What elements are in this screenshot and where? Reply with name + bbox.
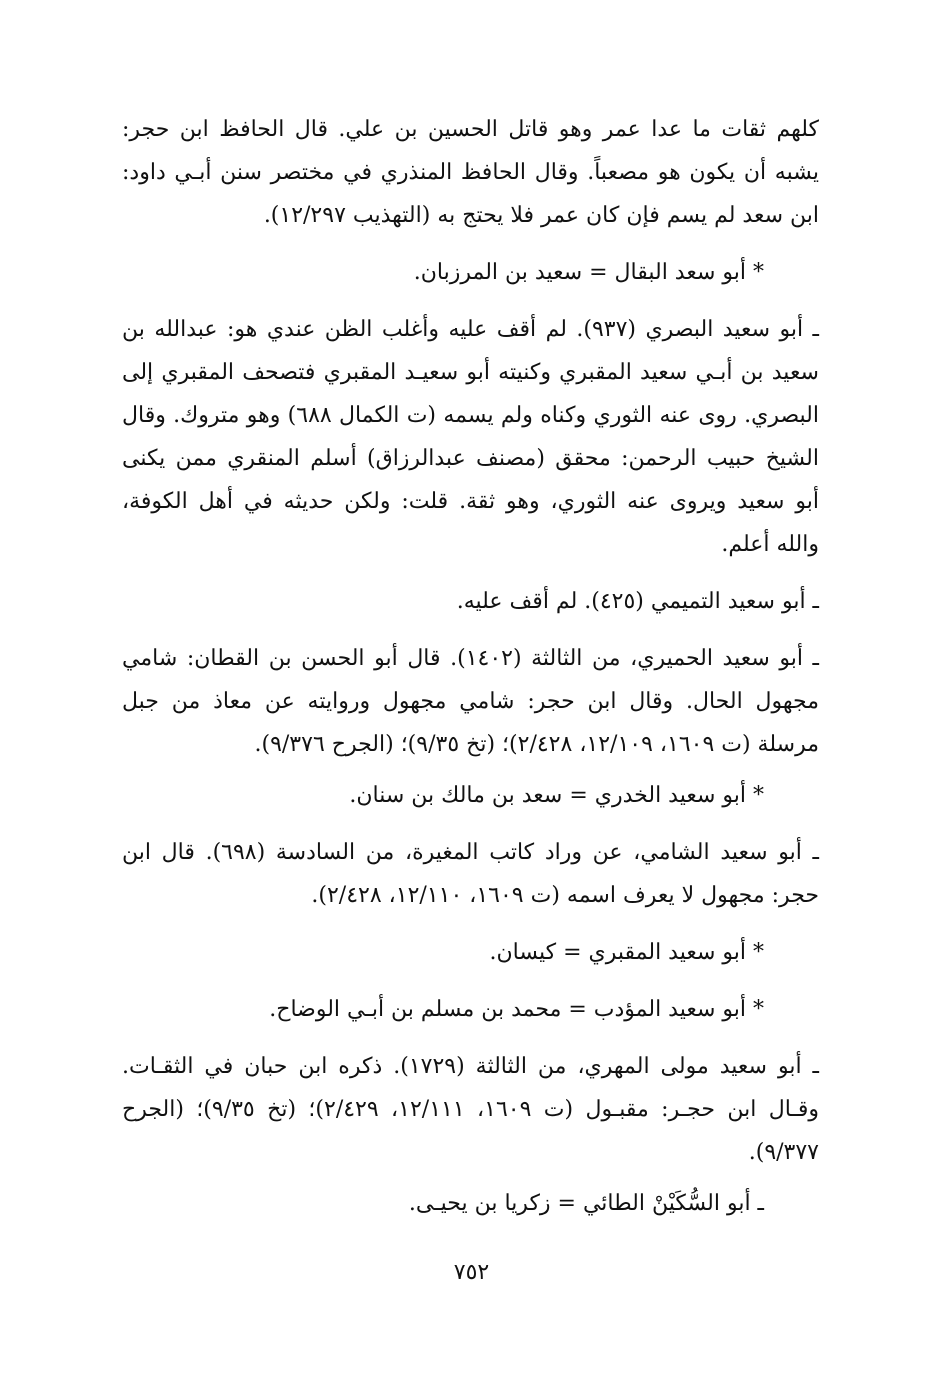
- cross-reference-entry: * أبو سعيد المقبري = كيسان.: [489, 940, 764, 965]
- cross-reference-entry: * أبو سعيد الخدري = سعد بن مالك بن سنان.: [349, 783, 764, 808]
- page-body: [122, 108, 819, 1225]
- biography-entry: ـ أبو السُّكَيْنْ الطائي = زكريا بن يحيـى.: [408, 1191, 764, 1216]
- cross-reference-entry: * أبو سعد البقال = سعيد بن المرزبان.: [413, 260, 764, 285]
- page-number: ٧٥٢: [453, 1260, 490, 1285]
- biography-entry: ـ أبو سعيد البصري (٩٣٧). لم أقف عليه وأغلب الظن عندي هو: عبدالله بن سعيد بن أبـي سعيد المقبري وكنيته أبو سعيـد المقبري فتصحف المقبري إلى البصري. روى عنه الثوري وكناه ولم يسمه (ت الكمال ٦٨٨) وهو متروك. وقال الشيخ حبيب الرحمن: محقق (مصنف عبدالرزاق) أسلم المنقري ممن يكنى أبو سعيد ويروى عنه الثوري، وهو ثقة. قلت: ولكن حديثه في أهل الكوفة، والله أعلم.: [122, 317, 819, 557]
- continuation-paragraph: كلهم ثقات ما عدا عمر وهو قاتل الحسين بن علي. قال الحافظ ابن حجر: يشبه أن يكون هو مصعباً. وقال الحافظ المنذري في مختصر سنن أبـي داود: ابن سعد لم يسم فإن كان عمر فلا يحتج به (التهذيب ١٢/٢٩٧).: [122, 117, 819, 228]
- biography-entry: ـ أبو سعيد مولى المهري، من الثالثة (١٧٢٩). ذكره ابن حبان في الثقـات. وقـال ابن حجـر: مقبـول (ت ١٦٠٩، ١٢/١١١، ٢/٤٢٩)؛ (تخ ٩/٣٥)؛ (الجرح ٩/٣٧٧).: [122, 1054, 819, 1165]
- biography-entry: ـ أبو سعيد الشامي، عن وراد كاتب المغيرة، من السادسة (٦٩٨). قال ابن حجر: مجهول لا يعرف اسمه (ت ١٦٠٩، ١٢/١١٠، ٢/٤٢٨).: [122, 840, 819, 908]
- biography-entry: ـ أبو سعيد الحميري، من الثالثة (١٤٠٢). قال أبو الحسن بن القطان: شامي مجهول الحال. وقال ابن حجر: شامي مجهول وروايته عن معاذ من جبل مرسلة (ت ١٦٠٩، ١٢/١٠٩، ٢/٤٢٨)؛ (تخ ٩/٣٥)؛ (الجرح ٩/٣٧٦).: [122, 646, 819, 757]
- biography-entry: ـ أبو سعيد التميمي (٤٢٥). لم أقف عليه.: [456, 589, 819, 614]
- cross-reference-entry: * أبو سعيد المؤدب = محمد بن مسلم بن أبـي الوضاح.: [269, 997, 764, 1022]
